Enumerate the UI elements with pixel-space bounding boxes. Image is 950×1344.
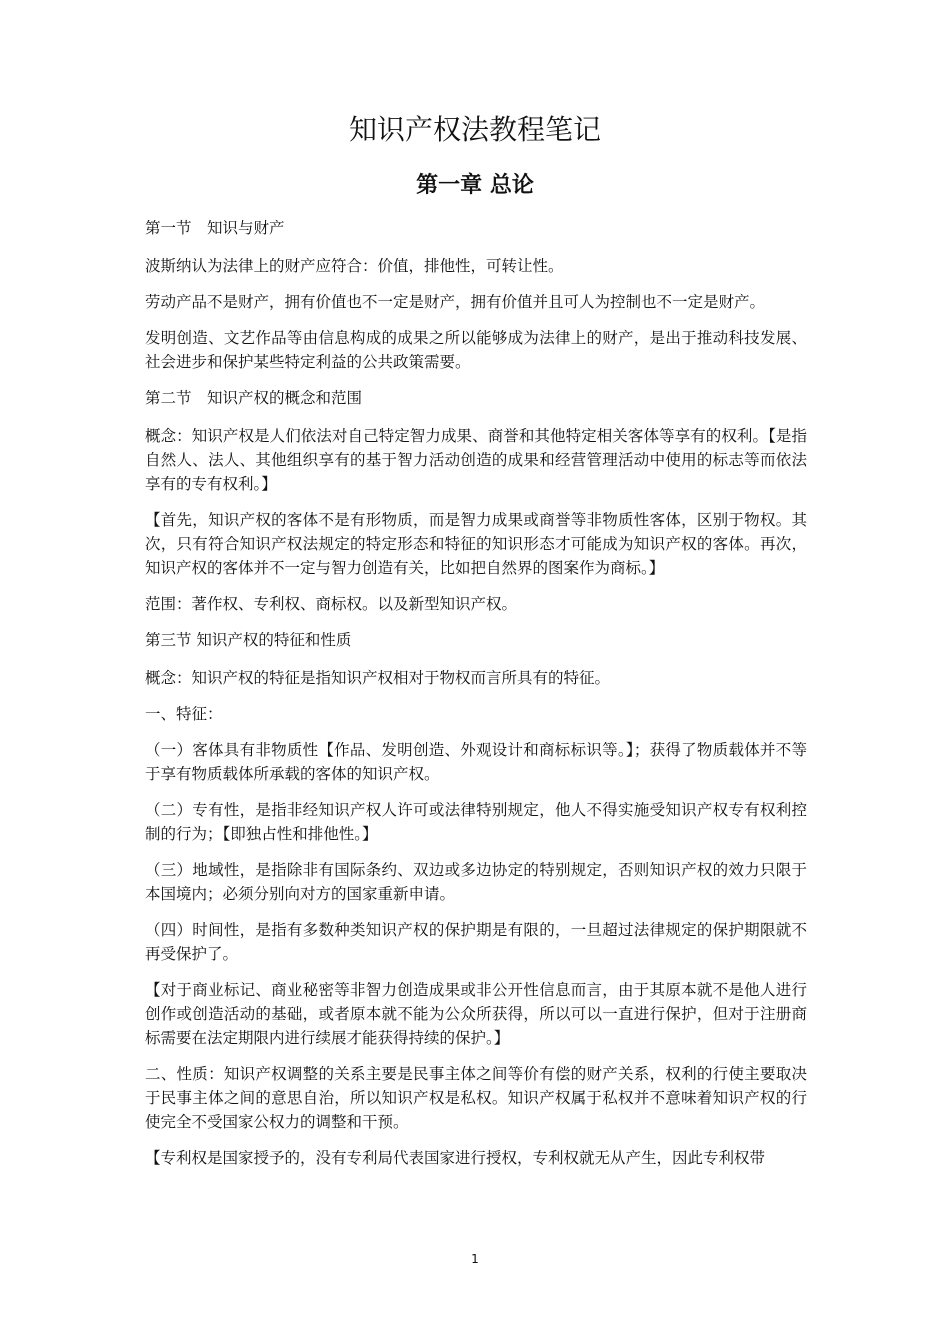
paragraph: （一）客体具有非物质性【作品、发明创造、外观设计和商标标识等。】；获得了物质载体并不等于享有物质载体所承载的客体的知识产权。 <box>145 741 807 783</box>
paragraph: 【首先，知识产权的客体不是有形物质，而是智力成果或商誉等非物质性客体，区别于物权。其次，只有符合知识产权法规定的特定形态和特征的知识形态才可能成为知识产权的客体。再次，知识产权的客体并不一定与智力创造有关，比如把自然界的图案作为商标。】 <box>145 511 807 577</box>
paragraph: 概念：知识产权是人们依法对自己特定智力成果、商誉和其他特定相关客体等享有的权利。【是指自然人、法人、其他组织享有的基于智力活动创造的成果和经营管理活动中使用的标志等而依法享有的专有权利。】 <box>145 427 807 493</box>
paragraph: （二）专有性，是指非经知识产权人许可或法律特别规定，他人不得实施受知识产权专有权利控制的行为；【即独占性和排他性。】 <box>145 801 807 843</box>
section-heading: 第三节 知识产权的特征和性质 <box>145 631 352 649</box>
paragraph: 【对于商业标记、商业秘密等非智力创造成果或非公开性信息而言，由于其原本就不是他人进行创作或创造活动的基础，或者原本就不能为公众所获得，所以可以一直进行保护，但对于注册商标需要在法定期限内进行续展才能获得持续的保护。】 <box>145 981 807 1047</box>
paragraph: （四）时间性，是指有多数种类知识产权的保护期是有限的，一旦超过法律规定的保护期限就不再受保护了。 <box>145 921 807 963</box>
document-title: 知识产权法教程笔记 <box>348 113 601 146</box>
paragraph: 一、特征： <box>145 705 223 723</box>
paragraph: 范围：著作权、专利权、商标权。以及新型知识产权。 <box>145 595 518 613</box>
paragraph: （三）地域性，是指除非有国际条约、双边或多边协定的特别规定，否则知识产权的效力只限于本国境内；必须分别向对方的国家重新申请。 <box>145 861 807 903</box>
section-heading: 第二节 知识产权的概念和范围 <box>145 389 363 407</box>
page-number: 1 <box>471 1252 479 1266</box>
paragraph: 概念：知识产权的特征是指知识产权相对于物权而言所具有的特征。 <box>145 669 611 687</box>
paragraph: 二、性质：知识产权调整的关系主要是民事主体之间等价有偿的财产关系，权利的行使主要取决于民事主体之间的意思自治，所以知识产权是私权。知识产权属于私权并不意味着知识产权的行使完全不受国家公权力的调整和干预。 <box>145 1065 807 1131</box>
chapter-title: 第一章 总论 <box>416 173 534 198</box>
paragraph: 波斯纳认为法律上的财产应符合：价值，排他性，可转让性。 <box>145 257 564 275</box>
section-heading: 第一节 知识与财产 <box>145 219 285 237</box>
paragraph: 【专利权是国家授予的，没有专利局代表国家进行授权，专利权就无从产生，因此专利权带 <box>145 1149 766 1167</box>
paragraph: 劳动产品不是财产，拥有价值也不一定是财产，拥有价值并且可人为控制也不一定是财产。 <box>145 293 766 311</box>
document-body <box>145 216 807 1182</box>
paragraph: 发明创造、文艺作品等由信息构成的成果之所以能够成为法律上的财产，是出于推动科技发展、社会进步和保护某些特定利益的公共政策需要。 <box>145 329 807 371</box>
